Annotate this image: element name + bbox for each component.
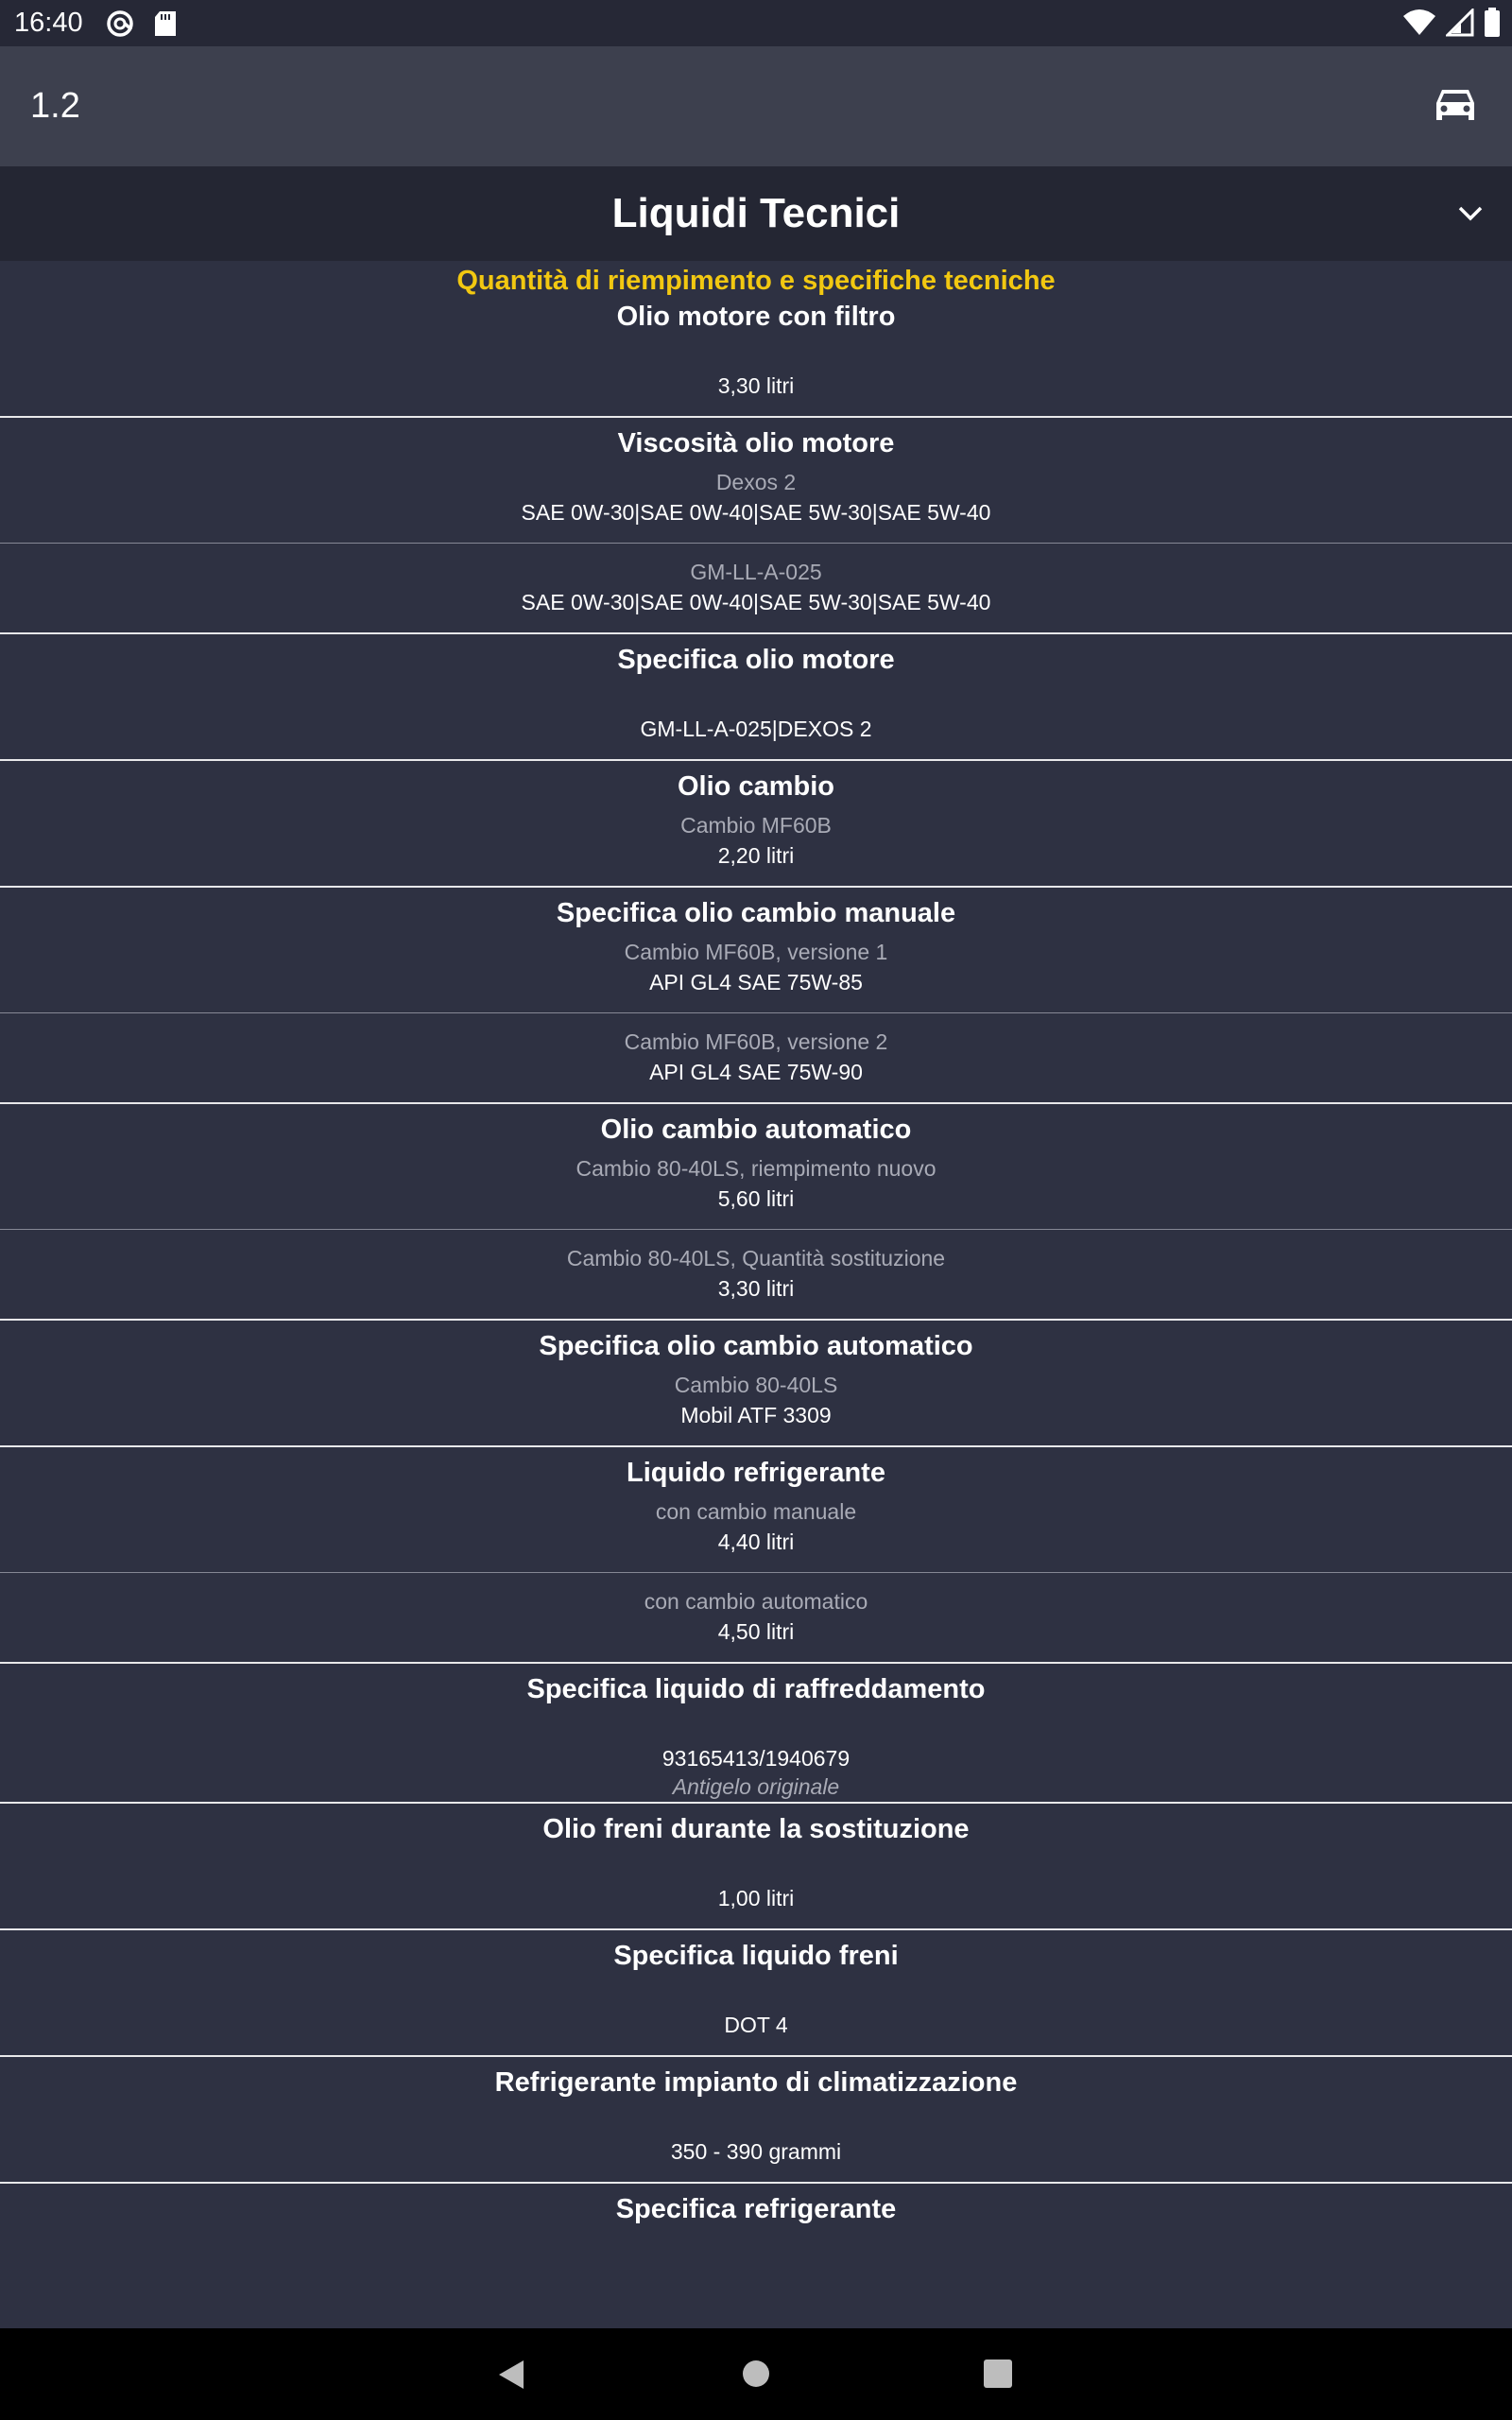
spec-block-title: Specifica olio cambio automatico	[539, 1331, 973, 1361]
spec-row-value: DOT 4	[724, 2013, 788, 2037]
spec-block	[0, 761, 1512, 888]
spec-row-note: con cambio automatico	[644, 1589, 868, 1614]
spec-row	[0, 333, 1512, 416]
spec-row	[0, 1362, 1512, 1445]
spec-row	[0, 2099, 1512, 2182]
spec-block	[0, 1321, 1512, 1447]
spec-row	[0, 1012, 1512, 1102]
spec-row-value: 3,30 litri	[717, 1276, 795, 1301]
spec-block-title: Olio cambio	[678, 771, 834, 802]
car-icon[interactable]	[1435, 86, 1476, 124]
spec-row-note: Cambio 80-40LS, Quantità sostituzione	[566, 1246, 946, 1270]
spec-row-value: SAE 0W-30|SAE 0W-40|SAE 5W-30|SAE 5W-40	[521, 500, 991, 525]
spec-block	[0, 301, 1512, 418]
home-icon[interactable]	[741, 2359, 771, 2389]
spec-row-extra: Antigelo originale	[672, 1774, 840, 1799]
spec-row-note: GM-LL-A-025	[690, 560, 822, 584]
fluids-list[interactable]	[0, 261, 1512, 2328]
cell-signal-icon	[1446, 9, 1474, 37]
spec-row-value: 3,30 litri	[717, 373, 795, 398]
spec-row	[0, 929, 1512, 1012]
spec-row-note	[0, 683, 1512, 714]
spec-block	[0, 1447, 1512, 1664]
navigation-bar	[0, 2328, 1512, 2420]
battery-icon	[1484, 8, 1501, 38]
spec-row	[0, 1972, 1512, 2055]
spec-row	[0, 1146, 1512, 1229]
spec-row-value: 2,20 litri	[717, 843, 795, 868]
spec-row-value: GM-LL-A-025|DEXOS 2	[640, 717, 872, 741]
spec-block	[0, 1804, 1512, 1930]
recents-icon[interactable]	[983, 2359, 1013, 2389]
spec-row-value: 350 - 390 grammi	[670, 2139, 842, 2164]
section-header[interactable]	[0, 166, 1512, 261]
spec-block-title: Liquido refrigerante	[627, 1458, 885, 1488]
spec-block-title: Specifica olio motore	[617, 645, 895, 675]
at-sign-icon	[106, 9, 134, 38]
spec-block	[0, 634, 1512, 761]
wifi-icon	[1402, 9, 1436, 37]
app-bar-title: 1.2	[30, 86, 80, 126]
spec-row-value: 5,60 litri	[717, 1186, 795, 1211]
list-subtitle: Quantità di riempimento e specifiche tecniche	[456, 266, 1056, 296]
chevron-down-icon[interactable]	[1455, 199, 1486, 229]
section-title: Liquidi Tecnici	[611, 190, 901, 236]
spec-row	[0, 1845, 1512, 1928]
spec-block-title: Specifica refrigerante	[615, 2194, 897, 2224]
spec-block	[0, 1104, 1512, 1321]
spec-row-value: Mobil ATF 3309	[680, 1403, 832, 1427]
spec-row-note: Cambio 80-40LS	[674, 1373, 838, 1397]
spec-row	[0, 543, 1512, 632]
spec-block	[0, 888, 1512, 1104]
spec-block-title: Olio freni durante la sostituzione	[542, 1814, 970, 1844]
spec-block-title: Olio cambio automatico	[600, 1115, 912, 1145]
spec-row-note	[0, 340, 1512, 371]
spec-block-title: Specifica liquido di raffreddamento	[526, 1674, 986, 1704]
spec-row-value: 93165413/1940679	[662, 1746, 850, 1771]
app-bar	[0, 46, 1512, 166]
spec-row-value: 1,00 litri	[717, 1886, 795, 1910]
spec-row-value: 4,50 litri	[717, 1619, 795, 1644]
spec-row	[0, 459, 1512, 543]
spec-block-title: Viscosità olio motore	[617, 428, 895, 458]
sd-card-icon	[155, 11, 176, 36]
spec-row-note	[0, 1713, 1512, 1743]
spec-block-title: Olio motore con filtro	[616, 302, 896, 332]
spec-row-note: Dexos 2	[715, 470, 797, 494]
spec-row-value: SAE 0W-30|SAE 0W-40|SAE 5W-30|SAE 5W-40	[521, 590, 991, 614]
spec-row-value: 4,40 litri	[717, 1530, 795, 1554]
spec-row-note	[0, 1979, 1512, 2010]
spec-block	[0, 2057, 1512, 2184]
spec-block-title: Specifica olio cambio manuale	[556, 898, 956, 928]
spec-row-note	[0, 1853, 1512, 1883]
spec-block	[0, 1930, 1512, 2057]
spec-row	[0, 1705, 1512, 1802]
spec-row-value: API GL4 SAE 75W-90	[649, 1060, 863, 1084]
spec-row-note: con cambio manuale	[655, 1499, 857, 1524]
status-time: 16:40	[14, 8, 83, 38]
spec-row	[0, 803, 1512, 886]
spec-row	[0, 1489, 1512, 1572]
status-notification-icons	[106, 9, 176, 38]
spec-block	[0, 1664, 1512, 1804]
status-bar	[0, 0, 1512, 46]
spec-row	[0, 1229, 1512, 1319]
spec-block-title: Refrigerante impianto di climatizzazione	[494, 2067, 1018, 2098]
spec-row	[0, 676, 1512, 759]
back-icon[interactable]	[497, 2359, 525, 2391]
spec-block-title: Specifica liquido freni	[613, 1941, 899, 1971]
status-system-icons	[1402, 8, 1501, 38]
spec-row-note: Cambio MF60B, versione 1	[624, 940, 888, 964]
spec-block	[0, 418, 1512, 634]
spec-block	[0, 2184, 1512, 2225]
spec-row-note: Cambio 80-40LS, riempimento nuovo	[576, 1156, 936, 1181]
spec-row	[0, 1572, 1512, 1662]
spec-row-note	[0, 2106, 1512, 2136]
spec-row-note: Cambio MF60B	[680, 813, 832, 838]
spec-row-value: API GL4 SAE 75W-85	[649, 970, 863, 994]
spec-row-note: Cambio MF60B, versione 2	[624, 1029, 888, 1054]
